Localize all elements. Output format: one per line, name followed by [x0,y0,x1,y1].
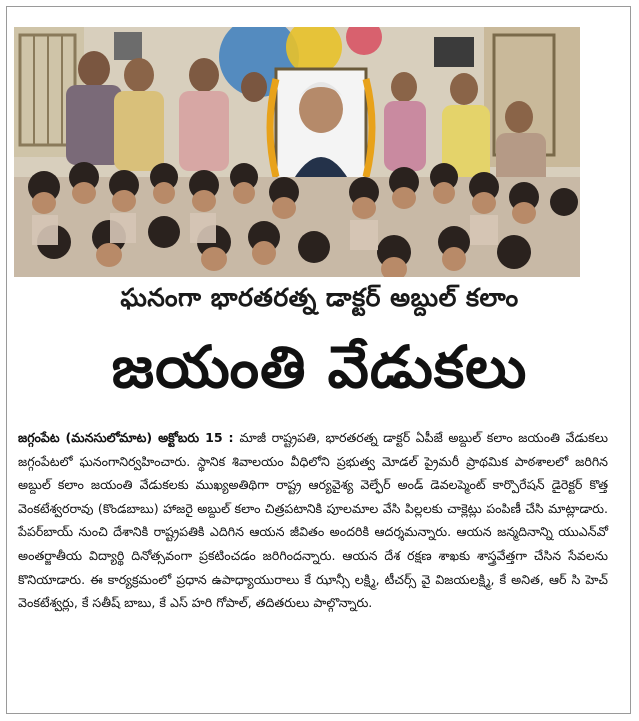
main-headline: జయంతి వేడుకలు [111,333,528,401]
sub-headline: ఘనంగా భారతరత్న డాక్టర్ అబ్దుల్ కలాం [120,283,519,312]
photo-icon [14,27,580,277]
dateline: జగ్గంపేట (మనసులోమాట) అక్టోబరు 15 : [18,430,240,445]
article-text: మాజీ రాష్ట్రపతి, భారతరత్న డాక్టర్ ఏపీజే అబ్దుల్ కలాం జయంతి వేడుకలు జగ్గంపేటలో ఘనంగానిర్వహించారు. స్థానిక శివాలయం వీధిలోని ప్రభుత్వ మోడల్ ప్రైమరీ ప్రాథమిక పాఠశాలలో జరిగిన అబ్దుల్ కలాం జయంతి వేడుకలకు ముఖ్యఅతిథిగా రాష్ట్ర ఆర్యవైశ్య వెల్ఫేర్ అండ్ డెవలప్మెంట్ కార్పొరేషన్ డైరెక్టర్ కొత్త వెంకటేశ్వరరావు (కొండబాబు) హాజరై అబ్దుల్ కలాం చిత్రపటానికి పూలమాల వేసి పిల్లలకు చాక్లెట్లు పంపిణీ చేసి మాట్లాడారు. పేపర్‌బాయ్ నుంచి దేశానికి రాష్ట్రపతికి ఎదిగిన ఆయన జీవితం అందరికి ఆదర్శమన్నారు. ఆయన జన్మదినాన్ని యుఎన్‌వో అంతర్జాతీయ విద్యార్థి దినోత్సవంగా ప్రకటించడం జరిగిందన్నారు. ఆయన దేశ రక్షణ శాఖకు శాస్త్రవేత్తగా చేసిన సేవలను కొనియాడారు. ఈ కార్యక్రమంలో ప్రధాన ఉపాధ్యాయురాలు కే ఝాన్సీ లక్ష్మి, టీచర్స్ వై విజయలక్ష్మి, కే అనిత, ఆర్ సి హెచ్ వెంకటేశ్వర్లు, కే సతీష్ బాబు, కే ఎస్ హరి గోపాల్, తదితరులు పాల్గొన్నారు. [18,430,608,611]
news-photo [14,27,580,277]
article-body [18,426,608,615]
